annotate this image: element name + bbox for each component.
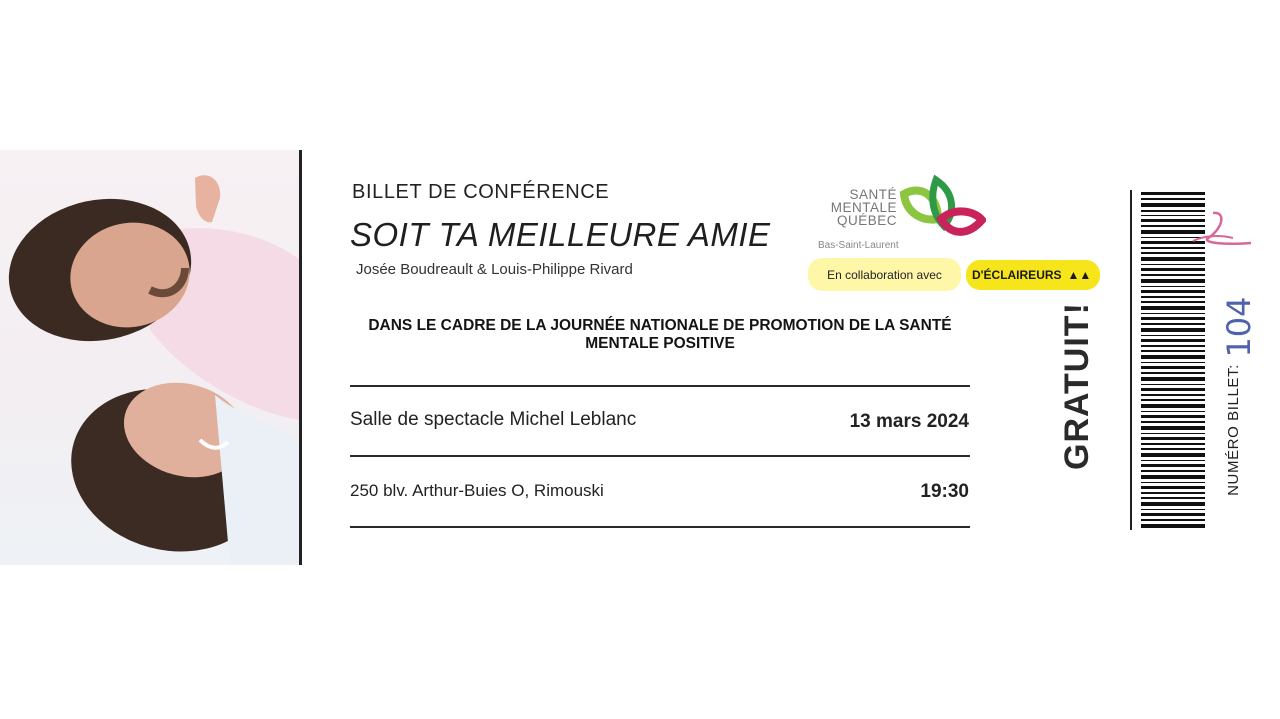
event-title: SOIT TA MEILLEURE AMIE — [350, 216, 771, 253]
tear-line — [1130, 190, 1132, 530]
ticket — [0, 150, 1280, 570]
free-label: GRATUIT! — [1058, 302, 1096, 470]
event-date: 13 mars 2024 — [849, 411, 969, 432]
photo-divider — [299, 150, 302, 565]
sante-mentale-logo-text — [812, 188, 897, 227]
logo-line: QUÉBEC — [836, 213, 897, 228]
logo-line: SANTÉ — [849, 187, 897, 202]
collaboration-label: En collaboration avec — [808, 258, 961, 291]
leaves-logo-icon — [896, 174, 986, 250]
handwritten-mark-icon — [1185, 205, 1257, 255]
ticket-number: 104 — [1220, 296, 1258, 358]
people-icon: ▲▲ — [1067, 268, 1092, 282]
divider — [350, 385, 970, 387]
divider — [350, 455, 970, 457]
ticket-number-label: NUMÉRO BILLET: — [1225, 364, 1242, 496]
logo-region: Bas-Saint-Laurent — [818, 240, 899, 251]
event-time: 19:30 — [920, 481, 969, 502]
divider — [350, 526, 970, 528]
partner-logo — [966, 260, 1100, 290]
ticket-kicker: BILLET DE CONFÉRENCE — [352, 181, 610, 203]
venue-name: Salle de spectacle Michel Leblanc — [350, 409, 637, 430]
venue-address: 250 blv. Arthur-Buies O, Rimouski — [350, 481, 604, 500]
speaker-names: Josée Boudreault & Louis-Philippe Rivard — [356, 261, 633, 278]
partner-name: D'ÉCLAIREURS — [972, 268, 1062, 282]
event-context: DANS LE CADRE DE LA JOURNÉE NATIONALE DE PROMOTION DE LA SANTÉ MENTALE POSITIVE — [368, 317, 952, 352]
logo-line: MENTALE — [830, 200, 897, 215]
speakers-photo — [0, 150, 302, 565]
